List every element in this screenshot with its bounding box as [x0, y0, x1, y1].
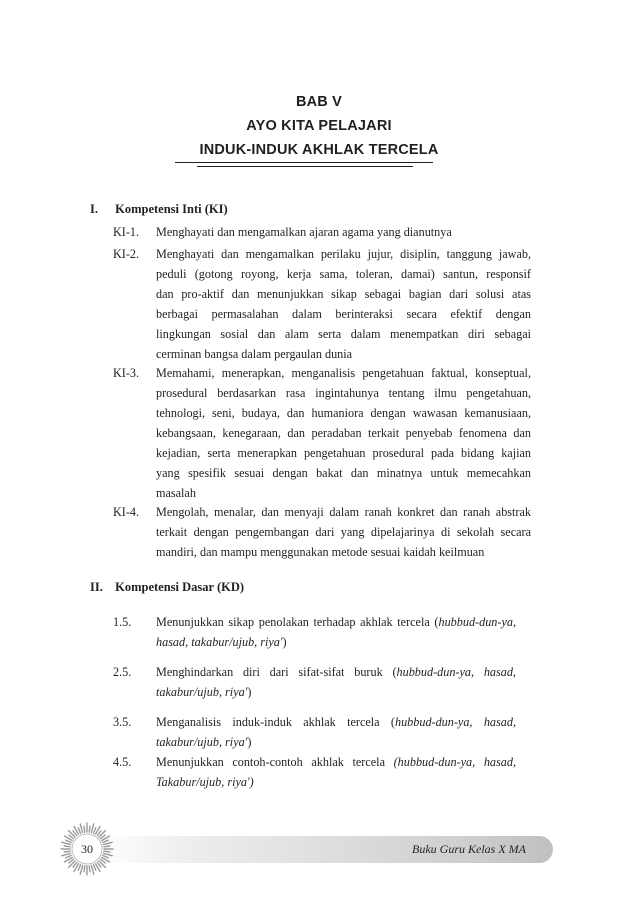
ki-text-line: lingkungan sosial dan alam serta dalam menempatkan diri sebagai: [156, 327, 531, 341]
kd-text: [156, 612, 516, 652]
chapter-title: INDUK-INDUK AKHLAK TERCELA: [199, 142, 439, 158]
kd-text-italic: hubbud-dun-ya, hasad, takabur/ujub, riya': [156, 665, 516, 699]
kd-text-main: Menunjukkan contoh-contoh akhlak tercela: [156, 755, 394, 769]
ki-text-line: yang spesifik sesuai dengan bakat dan minatnya untuk memecahkan: [156, 466, 531, 480]
section-title: Kompetensi Inti (KI): [115, 202, 228, 216]
ki-code: KI-4.: [113, 505, 140, 519]
kd-code: 1.5.: [113, 615, 132, 629]
chapter-number: BAB V: [295, 94, 343, 110]
kd-text-main: Menghindarkan diri dari sifat-sifat buruk (: [156, 665, 397, 679]
kd-code: 3.5.: [113, 715, 132, 729]
section-heading-ki: [90, 202, 228, 217]
page-number: 30: [81, 842, 93, 856]
ki-text-line: terkait dengan pengembangan dari yang dipelajarinya di sekolah secara: [156, 525, 531, 539]
section-number: I.: [90, 202, 98, 216]
kd-text-after: ): [247, 735, 252, 749]
title-underline-inner: [197, 166, 413, 167]
ki-code: KI-2.: [113, 247, 140, 261]
section-title: Kompetensi Dasar (KD): [115, 580, 245, 594]
ki-text-line: peduli (gotong royong, kerja sama, toleran, damai) santun, responsif: [156, 267, 531, 281]
kd-text: [156, 712, 516, 752]
kd-code: 2.5.: [113, 665, 132, 679]
ki-text-line: kebangsaan, kenegaraan, dan peradaban terkait penyebab fenomena dan: [156, 426, 531, 440]
section-number: II.: [90, 580, 103, 594]
ki-code: KI-1.: [113, 225, 140, 239]
section-heading-kd: [90, 580, 244, 595]
ki-text-line: mandiri, dan mampu menggunakan metode sesuai kaidah keilmuan: [156, 545, 485, 559]
kd-text: [156, 662, 516, 702]
ki-text-line: kejadian, serta menerapkan pengetahuan prosedural pada bidang kajian: [156, 446, 531, 460]
kd-text-italic: (hubbud-dun-ya, hasad, Takabur/ujub, riya'): [156, 755, 516, 789]
ki-text-line: Memahami, menerapkan, menganalisis pengetahuan faktual, konseptual,: [156, 366, 531, 380]
kd-text-italic: hubbud-dun-ya, hasad, takabur/ujub, riya': [156, 715, 516, 749]
chapter-subtitle: AYO KITA PELAJARI: [246, 118, 392, 134]
book-title: Buku Guru Kelas X MA: [412, 842, 526, 856]
kd-text: [156, 752, 516, 792]
ki-text-line: berbagai permasalahan dalam berinteraksi secara efektif dengan: [156, 307, 531, 321]
ki-text-line: Mengolah, menalar, dan menyaji dalam ranah konkret dan ranah abstrak: [156, 505, 531, 519]
ki-code: KI-3.: [113, 366, 140, 380]
ki-text-line: cerminan bangsa dalam pergaulan dunia: [156, 347, 353, 361]
title-underline: [175, 162, 433, 163]
ki-text-line: prosedural berdasarkan rasa ingintahunya tentang ilmu pengetahuan,: [156, 386, 531, 400]
kd-text-after: ): [282, 635, 287, 649]
kd-text-after: ): [247, 685, 252, 699]
kd-text-main: Menganalisis induk-induk akhlak tercela (: [156, 715, 395, 729]
ki-text-line: Menghayati dan mengamalkan perilaku jujur, disiplin, tanggung jawab,: [156, 247, 531, 261]
kd-text-main: Menunjukkan sikap penolakan terhadap akhlak tercela (: [156, 615, 439, 629]
ki-text-line: tehnologi, seni, budaya, dan humaniora dengan wawasan kemanusiaan,: [156, 406, 531, 420]
kd-text-italic: hubbud-dun-ya, hasad, takabur/ujub, riya': [156, 615, 516, 649]
kd-code: 4.5.: [113, 755, 132, 769]
chapter-title-block: [0, 90, 638, 162]
ki-text-line: masalah: [156, 486, 196, 500]
ki-text-line: dan pro-aktif dan menunjukkan sikap sebagai bagian dari solusi atas: [156, 287, 531, 301]
ki-text-line: Menghayati dan mengamalkan ajaran agama yang dianutnya: [156, 225, 452, 239]
